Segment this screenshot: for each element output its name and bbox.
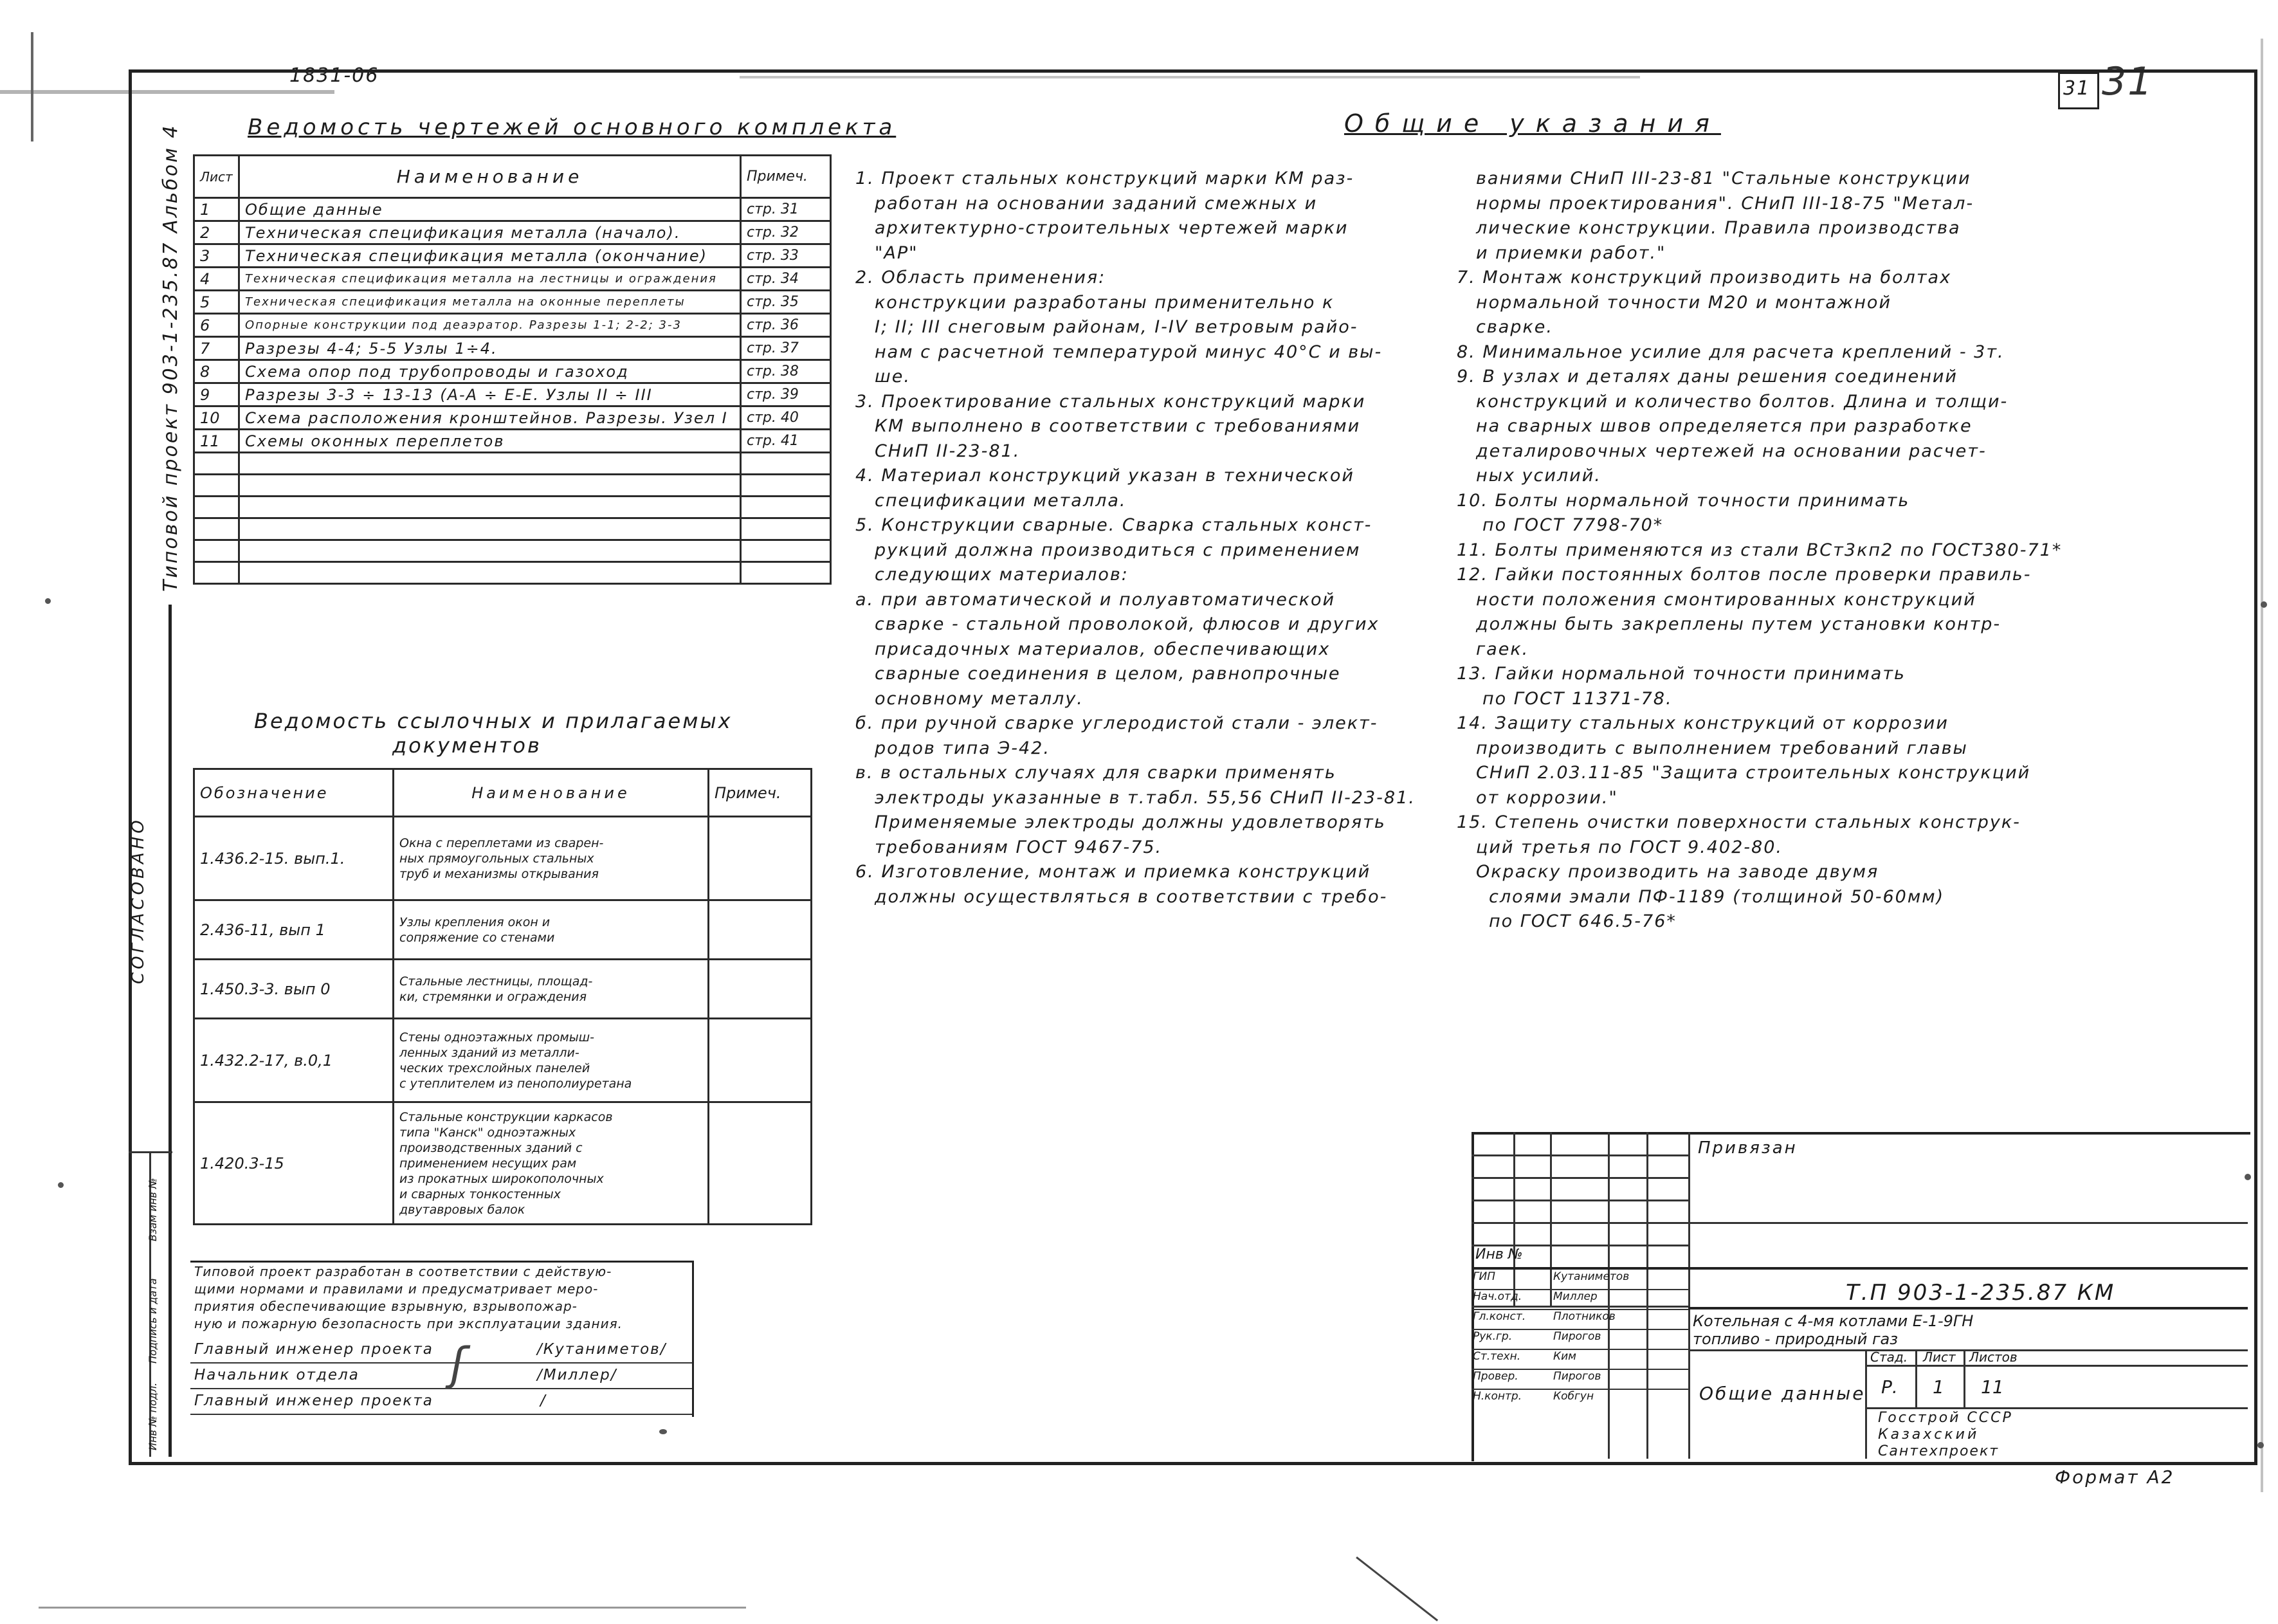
general-note-line: 13. Гайки нормальной точности принимать: [1457, 664, 1906, 684]
general-note-line: сварке - стальной проволокой, флюсов и других: [875, 614, 1380, 634]
general-note-line: "АР": [875, 242, 918, 263]
drawing-row: [194, 475, 831, 497]
general-note-line: должны осуществляться в соответствии с требо-: [875, 886, 1388, 907]
drawing-note-cell: стр. 35: [741, 291, 831, 314]
signature-rule: [190, 1388, 692, 1389]
scan-artifact-diagonal: [1356, 1556, 1438, 1621]
drawing-name-cell: Разрезы 4-4; 5-5 Узлы 1÷4.: [239, 337, 741, 360]
sheet-header: Лист: [1923, 1349, 1956, 1365]
drawing-row: [194, 453, 831, 475]
reference-name-line: сопряжение со стенами: [399, 930, 555, 945]
role-rule: [1472, 1289, 1688, 1290]
drawing-row: [194, 383, 831, 406]
general-note-line: и приемки работ.": [1476, 242, 1666, 263]
header-note: Примеч.: [741, 156, 831, 198]
general-note-line: ций третья по ГОСТ 9.402-80.: [1476, 837, 1783, 857]
general-note-line: архитектурно-строительных чертежей марки: [875, 218, 1349, 238]
object-line-2: топливо - природный газ: [1693, 1330, 1899, 1348]
reference-name-line: двутавровых балок: [399, 1202, 525, 1217]
general-note-line: СНиП II-23-81.: [875, 441, 1021, 461]
general-note-line: ности положения смонтированных конструкций: [1476, 589, 1976, 610]
archive-number: 1831-06: [289, 64, 379, 87]
drawing-row: [194, 221, 831, 244]
drawing-note-cell: [741, 497, 831, 518]
signature-scribble: ʃ: [450, 1338, 467, 1391]
general-note-line: 6. Изготовление, монтаж и приемка конструкций: [855, 862, 1371, 882]
drawing-name-cell: [239, 453, 741, 475]
scan-speck: [58, 1182, 64, 1188]
role-name: Плотников: [1553, 1310, 1616, 1323]
scan-speck: [2245, 1174, 2251, 1180]
tb-vline-5: [1688, 1132, 1690, 1459]
reference-docs-title-1: Ведомость ссылочных и прилагаемых: [254, 709, 733, 733]
drawing-name-cell: [239, 518, 741, 540]
reference-docs-title-2: документов: [392, 733, 542, 758]
general-note-line: 15. Степень очистки поверхности стальных конструк-: [1457, 812, 2021, 832]
general-note-line: по ГОСТ 646.5-76*: [1489, 911, 1677, 931]
reference-row: [194, 900, 812, 960]
reference-name-line: ных прямоугольных стальных: [399, 851, 594, 866]
tb-vline-2: [1550, 1132, 1552, 1306]
drawing-note-cell: стр. 31: [741, 198, 831, 221]
role-rule: [1472, 1349, 1688, 1350]
signer-name: /Миллер/: [537, 1367, 617, 1383]
sheets-header: Листов: [1969, 1349, 2018, 1365]
role-label: Нач.отд.: [1473, 1290, 1522, 1303]
general-note-line: б. при ручной сварке углеродистой стали - элект-: [855, 713, 1378, 733]
drawings-list-table: [193, 154, 832, 585]
sheet-number-cell: [194, 497, 239, 518]
general-note-line: 4. Материал конструкций указан в технической: [855, 466, 1354, 486]
drawing-row: [194, 562, 831, 584]
sheet-number-cell: 11: [194, 430, 239, 453]
stamp-col-2: Подпись и дата: [147, 1278, 159, 1364]
scan-speck: [659, 1429, 667, 1434]
general-note-line: 9. В узлах и деталях даны решения соединений: [1457, 367, 1958, 387]
reference-name-line: и сварных тонкостенных: [399, 1187, 561, 1201]
role-rule: [1472, 1369, 1688, 1370]
drawing-name-cell: Разрезы 3-3 ÷ 13-13 (А-А ÷ Е-Е. Узлы II ÷ III: [239, 383, 741, 406]
drawing-name-cell: [239, 562, 741, 584]
general-note-line: нормы проектирования". СНиП III-18-75 "Метал-: [1476, 193, 1974, 214]
general-note-line: присадочных материалов, обеспечивающих: [875, 639, 1331, 659]
general-note-line: основному металлу.: [875, 688, 1084, 709]
role-label: Провер.: [1473, 1370, 1518, 1383]
drawing-note-cell: стр. 32: [741, 221, 831, 244]
drawing-note-cell: [741, 453, 831, 475]
tb-vline-1: [1513, 1132, 1515, 1306]
sheet-value: 1: [1933, 1376, 1944, 1398]
general-note-line: 1. Проект стальных конструкций марки КМ раз-: [855, 169, 1354, 188]
org-line-3: Сантехпроект: [1878, 1443, 2000, 1459]
sheets-value: 11: [1981, 1376, 2004, 1398]
general-note-line: 7. Монтаж конструкций производить на болтах: [1457, 268, 1952, 287]
reference-name-cell: [394, 1019, 709, 1102]
conformity-line: Типовой проект разработан в соответствии с действую-: [194, 1264, 612, 1279]
drawing-note-cell: стр. 41: [741, 430, 831, 453]
role-rule: [1472, 1389, 1688, 1390]
reference-name-line: Стальные лестницы, площад-: [399, 974, 593, 989]
drawings-list-header: [194, 156, 831, 198]
signer-role: Главный инженер проекта: [194, 1392, 433, 1409]
general-note-line: а. при автоматической и полуавтоматической: [855, 589, 1336, 610]
tb-hline-4: [1472, 1222, 2248, 1224]
tb-hline-9: [1688, 1349, 2248, 1351]
general-note-line: спецификации металла.: [875, 490, 1127, 511]
tb-vline-8: [1964, 1349, 1965, 1407]
sheet-number-cell: 4: [194, 268, 239, 291]
project-vertical-label: Типовой проект 903-1-235.87 Альбом 4: [159, 123, 182, 592]
role-label: Ст.техн.: [1473, 1350, 1521, 1363]
general-note-line: на сварных швов определяется при разработке: [1476, 416, 1973, 436]
sheet-number-cell: [194, 562, 239, 584]
drawing-row: [194, 314, 831, 337]
general-note-line: должны быть закреплены путем установки контр-: [1476, 614, 2001, 634]
general-note-line: в. в остальных случаях для сварки применять: [855, 763, 1336, 783]
general-note-line: производить с выполнением требований главы: [1476, 738, 1968, 758]
general-note-line: по ГОСТ 7798-70*: [1482, 515, 1664, 535]
reference-name-cell: [394, 900, 709, 960]
drawing-row: [194, 198, 831, 221]
general-note-line: сварные соединения в целом, равнопрочные: [875, 664, 1341, 684]
side-strip-divider-2: [129, 1151, 172, 1153]
stage-value: Р.: [1881, 1376, 1898, 1398]
reference-row: [194, 1102, 812, 1225]
general-note-line: требованиям ГОСТ 9467-75.: [875, 837, 1163, 857]
reference-note-cell: [709, 1102, 812, 1225]
drawing-row: [194, 291, 831, 314]
reference-name-line: производственных зданий с: [399, 1140, 583, 1155]
signer-name: /: [540, 1392, 547, 1409]
general-note-line: конструкций и количество болтов. Длина и толщи-: [1476, 391, 2009, 412]
reference-name-line: из прокатных широкополочных: [399, 1171, 604, 1186]
object-line-1: Котельная с 4-мя котлами Е-1-9ГН: [1693, 1312, 1974, 1330]
sheet-number-cell: [194, 475, 239, 497]
signature-rule: [190, 1414, 692, 1415]
tb-hline-8: [1688, 1307, 2248, 1309]
drawings-list-title: Ведомость чертежей основного комплекта: [248, 114, 897, 140]
designation: Т.П 903-1-235.87 КМ: [1846, 1280, 2116, 1306]
drawing-row: [194, 518, 831, 540]
reference-name-line: Узлы крепления окон и: [399, 915, 551, 929]
reference-code-cell: 1.420.3-15: [194, 1102, 394, 1225]
general-note-line: лические конструкции. Правила производства: [1476, 218, 1961, 238]
tb-hline-3: [1472, 1200, 1688, 1201]
general-note-line: I; II; III снеговым районам, I-IV ветровым райо-: [875, 317, 1358, 337]
general-note-line: слоями эмали ПФ-1189 (толщиной 50-60мм): [1489, 886, 1945, 907]
sheet-number-cell: [194, 453, 239, 475]
general-note-line: конструкции разработаны применительно к: [875, 292, 1335, 313]
reference-note-cell: [709, 960, 812, 1019]
scan-speck: [2257, 1442, 2264, 1448]
conformity-line: приятия обеспечивающие взрывную, взрывопожар-: [194, 1299, 578, 1314]
drawing-row: [194, 244, 831, 268]
signature-rule: [190, 1362, 692, 1364]
reference-code-cell: 2.436-11, вып 1: [194, 900, 394, 960]
general-note-line: ваниями СНиП III-23-81 "Стальные конструкции: [1476, 169, 1971, 188]
stage-header: Стад.: [1870, 1349, 1908, 1365]
tb-vline-4: [1646, 1132, 1648, 1459]
general-note-line: деталировочных чертежей на основании расчет-: [1476, 441, 1987, 461]
reference-name-cell: [394, 960, 709, 1019]
general-note-line: 10. Болты нормальной точности принимать: [1457, 490, 1910, 511]
drawing-note-cell: стр. 39: [741, 383, 831, 406]
agreed-label: СОГЛАСОВАНО: [129, 817, 148, 984]
general-note-line: 2. Область применения:: [855, 268, 1106, 287]
inv-label: Инв №: [1475, 1246, 1523, 1263]
reference-name-line: типа "Канск" одноэтажных: [399, 1125, 576, 1140]
scan-speck: [45, 598, 51, 604]
general-note-line: электроды указанные в т.табл. 55,56 СНиП II-23-81.: [875, 787, 1416, 808]
reference-code-cell: 1.450.3-3. вып 0: [194, 960, 394, 1019]
sheet-number-cell: 10: [194, 406, 239, 430]
tb-hline-6: [1472, 1267, 2248, 1270]
drawing-name-cell: [239, 475, 741, 497]
general-note-line: нормальной точности М20 и монтажной: [1476, 292, 1891, 313]
reference-name-line: Окна с переплетами из сварен-: [399, 835, 604, 850]
stamp-col-3: Взам инв №: [147, 1178, 159, 1241]
role-name: Кутаниметов: [1553, 1270, 1630, 1283]
drawing-name-cell: Схема расположения кронштейнов. Разрезы. Узел I: [239, 406, 741, 430]
reference-row: [194, 1019, 812, 1102]
sheet-number-cell: 8: [194, 360, 239, 383]
drawing-note-cell: стр. 33: [741, 244, 831, 268]
header-ref-note: Примеч.: [709, 769, 812, 817]
role-label: Рук.гр.: [1473, 1330, 1513, 1343]
drawing-name-cell: Техническая спецификация металла (окончание): [239, 244, 741, 268]
sheet-number-cell: 9: [194, 383, 239, 406]
role-label: Гл.конст.: [1473, 1310, 1526, 1323]
reference-docs-table: [193, 768, 812, 1225]
general-note-line: родов типа Э-42.: [875, 738, 1050, 758]
reference-docs-header: [194, 769, 812, 817]
scan-artifact-right: [2261, 39, 2263, 1492]
tb-hline-11: [1865, 1407, 2248, 1409]
drawing-row: [194, 337, 831, 360]
reference-row: [194, 960, 812, 1019]
general-note-line: 11. Болты применяются из стали ВСт3кп2 по ГОСТ380-71*: [1457, 540, 2063, 560]
drawing-name-cell: [239, 497, 741, 518]
drawing-name-cell: Техническая спецификация металла (начало).: [239, 221, 741, 244]
reference-row: [194, 817, 812, 900]
org-line-1: Госстрой СССР: [1878, 1410, 2013, 1426]
tb-hline-10: [1865, 1365, 2248, 1367]
drawing-row: [194, 430, 831, 453]
general-note-line: ных усилий.: [1476, 466, 1601, 486]
page-number: 31: [2063, 77, 2091, 100]
drawing-row: [194, 406, 831, 430]
sheet-number-cell: 7: [194, 337, 239, 360]
role-name: Ким: [1553, 1350, 1576, 1363]
drawing-note-cell: [741, 475, 831, 497]
general-note-line: по ГОСТ 11371-78.: [1482, 688, 1673, 709]
reference-note-cell: [709, 817, 812, 900]
reference-name-line: ленных зданий из металли-: [399, 1045, 579, 1060]
tb-hline-2: [1472, 1177, 1688, 1179]
reference-code-cell: 1.432.2-17, в.0,1: [194, 1019, 394, 1102]
general-note-line: Окраску производить на заводе двумя: [1476, 862, 1879, 882]
tb-hline-7: [1472, 1306, 1688, 1308]
role-name: Пирогов: [1553, 1370, 1601, 1383]
drawing-note-cell: стр. 34: [741, 268, 831, 291]
general-note-line: 12. Гайки постоянных болтов после проверки правиль-: [1457, 565, 2032, 585]
reference-name-cell: [394, 1102, 709, 1225]
drawing-row: [194, 497, 831, 518]
tb-hline-1: [1472, 1154, 1688, 1156]
drawing-name-cell: Техническая спецификация металла на лестницы и ограждения: [239, 268, 741, 291]
general-note-line: от коррозии.": [1476, 787, 1618, 808]
header-sheet: Лист: [194, 156, 239, 198]
general-note-line: сварке.: [1476, 317, 1553, 337]
reference-name-cell: [394, 817, 709, 900]
reference-note-cell: [709, 1019, 812, 1102]
header-ref-name: Наименование: [394, 769, 709, 817]
drawing-note-cell: стр. 40: [741, 406, 831, 430]
drawing-name-cell: Техническая спецификация металла на оконные переплеты: [239, 291, 741, 314]
sheet-number-cell: [194, 540, 239, 562]
role-name: Пирогов: [1553, 1330, 1601, 1343]
drawing-row: [194, 360, 831, 383]
tb-vline-7: [1915, 1349, 1917, 1407]
drawing-row: [194, 268, 831, 291]
role-name: Кобгун: [1553, 1390, 1594, 1403]
sheet-number-cell: 2: [194, 221, 239, 244]
reference-name-line: труб и механизмы открывания: [399, 866, 599, 881]
reference-name-line: с утеплителем из пенополиуретана: [399, 1076, 632, 1091]
scan-speck: [2261, 601, 2267, 608]
header-name: Наименование: [239, 156, 741, 198]
org-line-2: Казахский: [1878, 1427, 1980, 1443]
general-note-line: КМ выполнено в соответствии с требованиями: [875, 416, 1361, 436]
general-note-line: работан на основании заданий смежных и: [875, 193, 1318, 214]
signer-role: Начальник отдела: [194, 1367, 360, 1383]
role-label: Н.контр.: [1473, 1390, 1522, 1403]
reference-name-line: Стальные конструкции каркасов: [399, 1109, 613, 1124]
scan-artifact-corner: [31, 32, 33, 141]
drawing-name-cell: [239, 540, 741, 562]
drawing-note-cell: стр. 38: [741, 360, 831, 383]
sheet-number-cell: [194, 518, 239, 540]
sheet-name: Общие данные: [1699, 1383, 1866, 1404]
sheet-number-cell: 3: [194, 244, 239, 268]
drawing-note-cell: стр. 36: [741, 314, 831, 337]
role-name: Миллер: [1553, 1290, 1598, 1303]
role-rule: [1472, 1329, 1688, 1330]
sheet-number-cell: 5: [194, 291, 239, 314]
drawing-name-cell: Схема опор под трубопроводы и газоход: [239, 360, 741, 383]
reference-name-line: ческих трехслойных панелей: [399, 1061, 590, 1075]
drawing-note-cell: [741, 518, 831, 540]
reference-code-cell: 1.436.2-15. вып.1.: [194, 817, 394, 900]
drawing-note-cell: [741, 562, 831, 584]
general-note-line: 8. Минимальное усилие для расчета креплений - 3т.: [1457, 342, 2005, 362]
stamp-col-1: Инв № подл.: [147, 1382, 159, 1450]
signer-role: Главный инженер проекта: [194, 1341, 433, 1358]
drawing-row: [194, 540, 831, 562]
conformity-line: щими нормами и правилами и предусматривает меро-: [194, 1281, 599, 1297]
general-note-line: гаек.: [1476, 639, 1529, 659]
side-strip-line: [169, 605, 172, 1457]
page-number-handwritten: 31: [2102, 59, 2154, 104]
general-note-line: Применяемые электроды должны удовлетворять: [875, 812, 1386, 832]
general-note-line: следующих материалов:: [875, 565, 1129, 585]
drawing-name-cell: Схемы оконных переплетов: [239, 430, 741, 453]
general-note-line: 5. Конструкции сварные. Сварка стальных конст-: [855, 515, 1372, 535]
general-note-line: 3. Проектирование стальных конструкций марки: [855, 391, 1366, 412]
general-note-line: рукций должна производиться с применением: [875, 540, 1361, 560]
signer-name: /Кутаниметов/: [537, 1341, 667, 1358]
drawing-name-cell: Общие данные: [239, 198, 741, 221]
general-notes-title: Общие указания: [1344, 109, 1721, 138]
tb-vline-3: [1608, 1132, 1610, 1459]
sheet-number-cell: 6: [194, 314, 239, 337]
general-note-line: СНиП 2.03.11-85 "Защита строительных конструкций: [1476, 763, 2031, 783]
general-note-line: нам с расчетной температурой минус 40°С и вы-: [875, 342, 1383, 362]
role-label: ГИП: [1473, 1270, 1495, 1283]
role-rule: [1472, 1309, 1688, 1310]
reference-name-line: ки, стремянки и ограждения: [399, 989, 587, 1004]
header-code: Обозначение: [194, 769, 394, 817]
reference-note-cell: [709, 900, 812, 960]
general-note-line: 14. Защиту стальных конструкций от коррозии: [1457, 713, 1949, 733]
general-note-line: ше.: [875, 367, 911, 387]
tied-label: Привязан: [1698, 1138, 1798, 1158]
format-label: Формат А2: [2055, 1466, 2175, 1488]
drawing-name-cell: Опорные конструкции под деаэратор. Разрезы 1-1; 2-2; 3-3: [239, 314, 741, 337]
scan-artifact-bottom: [39, 1607, 746, 1609]
drawing-note-cell: стр. 37: [741, 337, 831, 360]
reference-name-line: применением несущих рам: [399, 1156, 577, 1171]
sheet-number-cell: 1: [194, 198, 239, 221]
drawing-note-cell: [741, 540, 831, 562]
reference-name-line: Стены одноэтажных промыш-: [399, 1030, 594, 1045]
conformity-line: ную и пожарную безопасность при эксплуатации здания.: [194, 1316, 623, 1331]
